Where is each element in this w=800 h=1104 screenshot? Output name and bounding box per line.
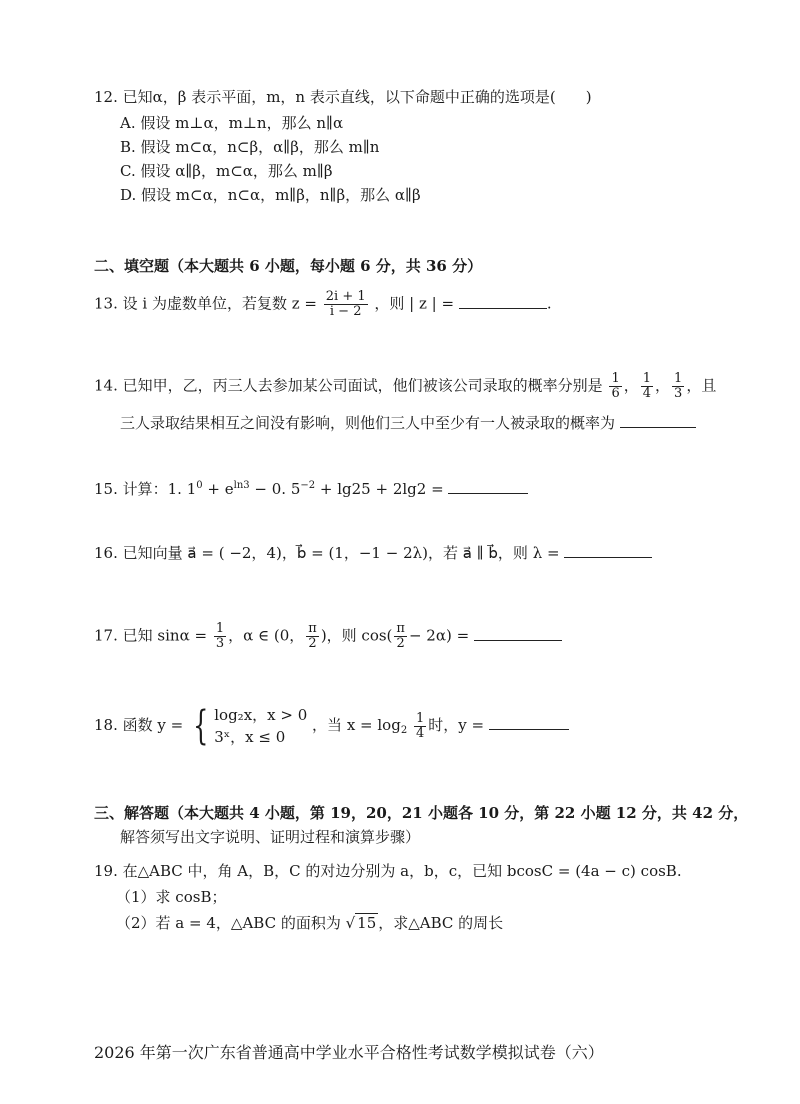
question-18 bbox=[94, 704, 569, 748]
q13-fraction bbox=[324, 290, 368, 319]
q19-radicand: 15 bbox=[357, 914, 377, 932]
q14-f3-den: 3 bbox=[674, 386, 683, 401]
q17-f1-den: 3 bbox=[215, 636, 225, 651]
q14-fraction-2 bbox=[641, 372, 653, 401]
q13-pre: 设 i 为虚数单位，若复数 z = bbox=[122, 294, 317, 313]
q19-part-2 bbox=[116, 912, 503, 933]
q12-stem: 12. 已知α，β 表示平面，m，n 表示直线，以下命题中正确的选项是( ) bbox=[94, 88, 592, 106]
q18-fraction bbox=[414, 712, 426, 741]
section-3-heading bbox=[94, 802, 748, 823]
q14-f1-num: 1 bbox=[611, 371, 620, 386]
q18-pre: 函数 y = bbox=[122, 716, 184, 734]
q18-case-2: 3ˣ，x ≤ 0 bbox=[214, 728, 286, 746]
q17-f3-num: π bbox=[396, 621, 405, 636]
q14-f3-num: 1 bbox=[674, 371, 683, 386]
q17-number: 17. bbox=[94, 626, 118, 645]
q17-pre: 已知 sinα = bbox=[122, 626, 208, 645]
q17-fraction-3 bbox=[394, 622, 407, 651]
q19-part-2-pre: （2）若 a = 4，△ABC 的面积为 √ bbox=[116, 914, 356, 932]
q14-number: 14. bbox=[94, 376, 118, 395]
q18-post: 时，y = bbox=[428, 716, 485, 734]
q15-term-a: 计算：1. 1 bbox=[122, 480, 197, 498]
q15-sup-a: 0 bbox=[196, 480, 203, 491]
q14-fraction-1 bbox=[609, 372, 621, 401]
q16-text: 已知向量 a⃗ = ( −2，4)，b⃗ = (1，−1 − 2λ)，若 a⃗ ∥ b⃗，则 λ = bbox=[122, 544, 560, 562]
q17-fraction-2 bbox=[306, 622, 319, 651]
q17-fraction-1 bbox=[214, 622, 226, 651]
q17-answer-blank[interactable] bbox=[474, 626, 562, 641]
question-16 bbox=[94, 542, 652, 563]
q18-brace: { bbox=[193, 703, 209, 749]
q13-frac-num: 2i + 1 bbox=[325, 289, 366, 304]
q16-answer-blank[interactable] bbox=[564, 543, 652, 558]
q15-sup-c: −2 bbox=[300, 480, 316, 491]
question-13 bbox=[94, 290, 552, 319]
q14-f2-num: 1 bbox=[642, 371, 652, 386]
q13-number: 13. bbox=[94, 294, 118, 313]
q13-post: ，则 | z | = bbox=[374, 294, 455, 313]
q14-answer-blank[interactable] bbox=[620, 413, 696, 428]
q12-option-b: B. 假设 m⊂α，n⊂β，α∥β，那么 m∥n bbox=[120, 138, 380, 156]
q15-answer-blank[interactable] bbox=[448, 479, 528, 494]
q15-sup-b: ln3 bbox=[233, 480, 250, 491]
q18-mid: ，当 x = log bbox=[312, 716, 401, 734]
q17-post: − 2α) = bbox=[408, 626, 470, 645]
section-3-line-1: 三、解答题（本大题共 4 小题，第 19，20，21 小题各 10 分，第 22 小题 12 分，共 42 分， bbox=[94, 804, 749, 822]
q13-end: . bbox=[546, 294, 552, 313]
section-3-line-2: 解答须写出文字说明、证明过程和演算步骤） bbox=[120, 828, 421, 846]
q18-frac-num: 1 bbox=[415, 710, 425, 726]
q18-answer-blank[interactable] bbox=[489, 715, 569, 730]
question-17 bbox=[94, 622, 562, 651]
q18-log-base: 2 bbox=[400, 725, 408, 736]
q18-cases bbox=[214, 704, 307, 748]
question-14-line-1: 14. 已知甲，乙，丙三人去参加某公司面试，他们被该公司录取的概率分别是 $\frac{1}{6}$ ， $\frac{1}{4}$ ， $\frac{1}{3}$ ，且 bbox=[94, 371, 717, 401]
q19-part-1: （1）求 cosB； bbox=[116, 888, 227, 906]
q14-fraction-3 bbox=[672, 372, 684, 401]
q14-line1-post: ，且 bbox=[686, 376, 717, 395]
q18-case-1: log₂x，x > 0 bbox=[214, 706, 308, 724]
q16-number: 16. bbox=[94, 544, 118, 562]
q17-f3-den: 2 bbox=[396, 636, 405, 651]
q15-term-b: + e bbox=[202, 480, 234, 498]
q18-number: 18. bbox=[94, 716, 118, 734]
exam-footer: 2026 年第一次广东省普通高中学业水平合格性考试数学模拟试卷（六） bbox=[94, 1043, 604, 1062]
q14-f2-den: 4 bbox=[642, 386, 652, 401]
q14-line2: 三人录取结果相互之间没有影响，则他们三人中至少有一人被录取的概率为 bbox=[120, 414, 616, 432]
q14-line1-pre: 已知甲，乙，丙三人去参加某公司面试，他们被该公司录取的概率分别是 bbox=[122, 376, 603, 395]
q14-f1-den: 6 bbox=[611, 386, 620, 401]
q12-option-c: C. 假设 α∥β，m⊂α，那么 m∥β bbox=[120, 162, 333, 180]
q15-term-d: + lg25 + 2lg2 = bbox=[315, 480, 444, 498]
section-2-heading: 二、填空题（本大题共 6 小题，每小题 6 分，共 36 分） bbox=[94, 257, 483, 275]
q17-mid2: )，则 cos( bbox=[320, 626, 393, 645]
q17-f1-num: 1 bbox=[215, 621, 225, 636]
q13-answer-blank[interactable] bbox=[459, 294, 547, 309]
q12-option-d: D. 假设 m⊂α，n⊂α，m∥β，n∥β，那么 α∥β bbox=[120, 186, 421, 204]
q17-mid: ，α ∈ (0， bbox=[228, 626, 305, 645]
q13-frac-den: i − 2 bbox=[329, 304, 362, 319]
q15-number: 15. bbox=[94, 480, 118, 498]
q12-option-a: A. 假设 m⊥α，m⊥n，那么 n∥α bbox=[120, 114, 344, 132]
q19-part-2-post: ，求△ABC 的周长 bbox=[378, 914, 504, 932]
q15-term-c: − 0. 5 bbox=[249, 480, 301, 498]
question-15 bbox=[94, 478, 528, 499]
q18-frac-den: 4 bbox=[415, 725, 425, 741]
question-14-line-2 bbox=[120, 412, 696, 433]
q19-stem: 19. 在△ABC 中，角 A，B，C 的对边分别为 a，b，c，已知 bcosC = (4a − c) cosB. bbox=[94, 862, 682, 880]
q17-f2-den: 2 bbox=[308, 636, 317, 651]
q17-f2-num: π bbox=[308, 621, 317, 636]
